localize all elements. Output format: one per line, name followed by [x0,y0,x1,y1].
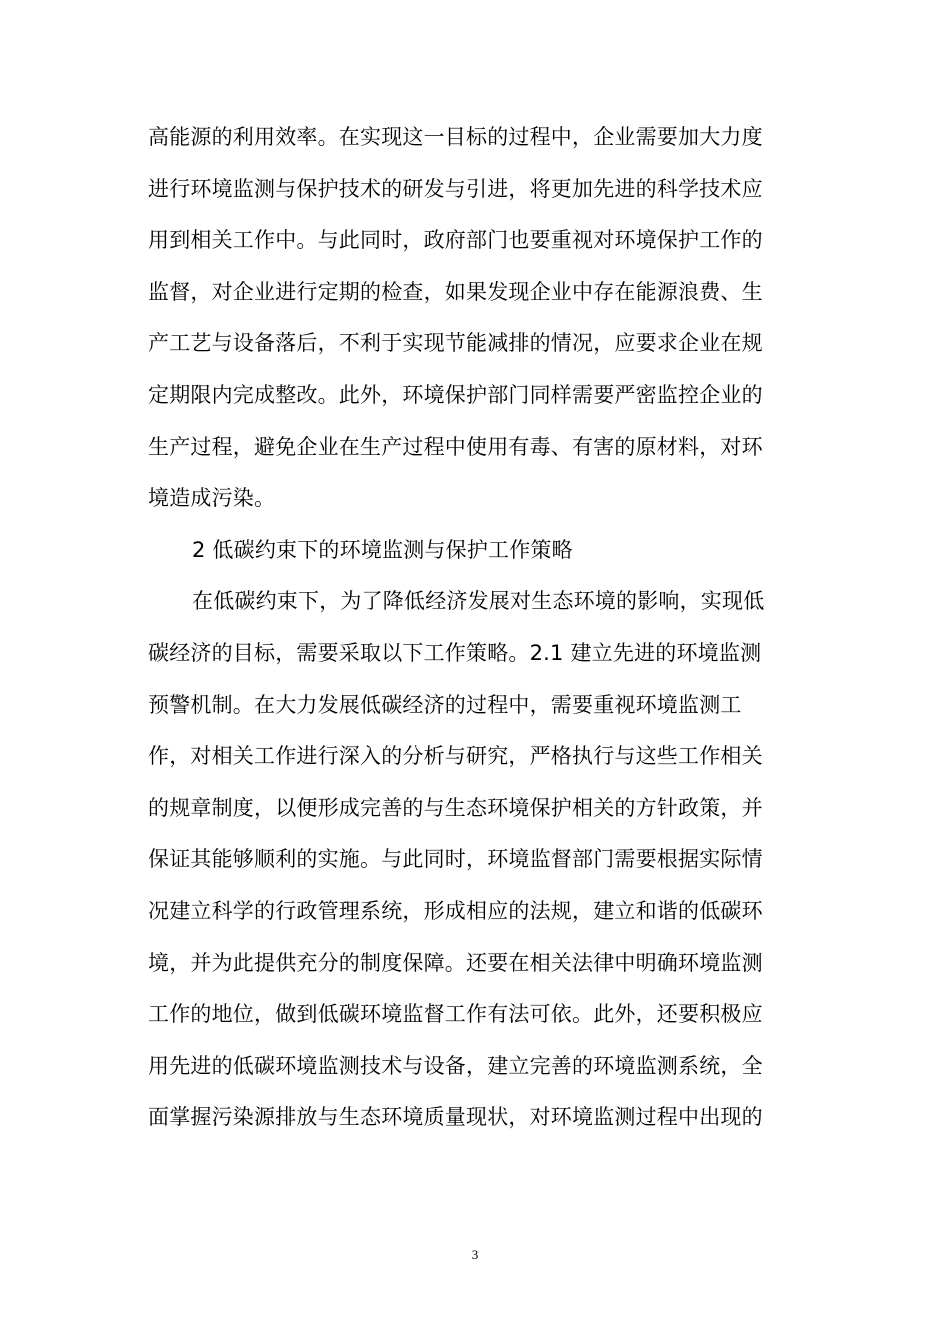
text-line: 碳经济的目标，需要采取以下工作策略。2.1 建立先进的环境监测 [148,640,762,665]
text-line: 定期限内完成整改。此外，环境保护部门同样需要严密监控企业的 [148,382,763,407]
text-line: 面掌握污染源排放与生态环境质量现状，对环境监测过程中出现的 [148,1105,763,1130]
section-heading: 2 低碳约束下的环境监测与保护工作策略 [192,537,573,562]
text-line: 高能源的利用效率。在实现这一目标的过程中，企业需要加大力度 [148,125,763,149]
text-line: 监督，对企业进行定期的检查，如果发现企业中存在能源浪费、生 [148,279,763,304]
text-line: 预警机制。在大力发展低碳经济的过程中，需要重视环境监测工 [148,692,742,717]
text-line: 用到相关工作中。与此同时，政府部门也要重视对环境保护工作的 [148,228,763,253]
paragraph-first-line: 在低碳约束下，为了降低经济发展对生态环境的影响，实现低 [192,589,765,614]
text-line: 况建立科学的行政管理系统，形成相应的法规，建立和谐的低碳环 [148,898,763,923]
text-line: 保证其能够顺利的实施。与此同时，环境监督部门需要根据实际情 [148,847,763,872]
body-text [148,112,808,1144]
text-line: 境，并为此提供充分的制度保障。还要在相关法律中明确环境监测 [148,950,763,975]
page-number: 3 [471,1247,479,1262]
text-line: 工作的地位，做到低碳环境监督工作有法可依。此外，还要积极应 [148,1002,763,1027]
text-line: 的规章制度，以便形成完善的与生态环境保护相关的方针政策，并 [148,795,763,820]
text-line: 作，对相关工作进行深入的分析与研究，严格执行与这些工作相关 [148,744,763,769]
text-line: 境造成污染。 [148,486,276,511]
text-line: 产工艺与设备落后，不利于实现节能减排的情况，应要求企业在规 [148,331,763,356]
text-line: 用先进的低碳环境监测技术与设备，建立完善的环境监测系统，全 [148,1053,763,1078]
text-line: 生产过程，避免企业在生产过程中使用有毒、有害的原材料，对环 [148,434,763,459]
text-line: 进行环境监测与保护技术的研发与引进，将更加先进的科学技术应 [148,176,763,201]
